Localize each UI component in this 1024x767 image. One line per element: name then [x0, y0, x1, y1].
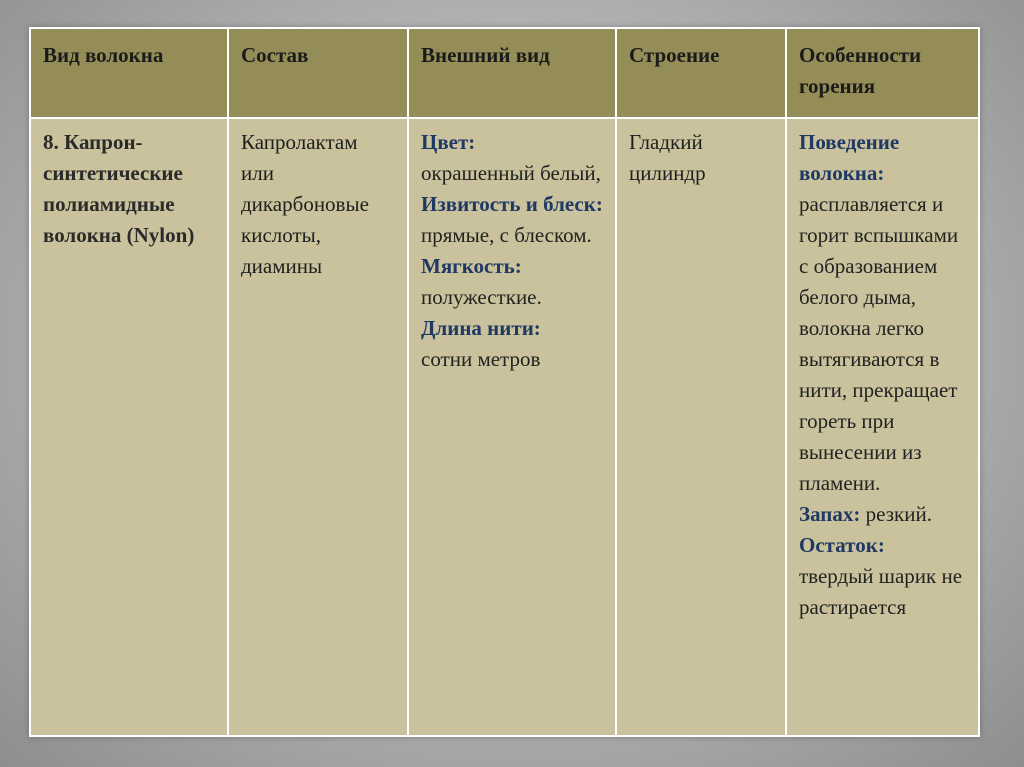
structure-text: Гладкий цилиндр [629, 130, 706, 185]
length-label: Длина нити: [421, 316, 541, 340]
composition-text: Капролактам или дикарбоновые кислоты, диамины [241, 130, 369, 278]
behavior-label: Поведение волокна: [799, 130, 900, 185]
header-burning-features: Особенности горения [786, 28, 979, 118]
smell-label: Запах: [799, 502, 861, 526]
softness-label: Мягкость: [421, 254, 522, 278]
header-appearance: Внешний вид [408, 28, 616, 118]
behavior-value: расплавляется и горит вспышками с образованием белого дыма, волокна легко вытягиваются в нити, прекращает гореть при вынесении из пламени. [799, 192, 959, 495]
cell-appearance [408, 118, 616, 736]
cell-composition [228, 118, 408, 736]
table-row [30, 118, 979, 736]
residue-label: Остаток: [799, 533, 885, 557]
header-composition: Состав [228, 28, 408, 118]
softness-value: полужесткие. [421, 285, 542, 309]
header-fiber-type: Вид волокна [30, 28, 228, 118]
smell-value: резкий. [865, 502, 932, 526]
fiber-name: 8. Капрон-синтетические полиамидные волокна (Nylon) [43, 130, 195, 247]
color-label: Цвет: [421, 130, 476, 154]
residue-value: твердый шарик не растирается [799, 564, 963, 619]
fiber-properties-table [29, 27, 980, 737]
crimp-value: прямые, с блеском. [421, 223, 592, 247]
cell-structure [616, 118, 786, 736]
crimp-label: Извитость и блеск: [421, 192, 603, 216]
cell-burning-features [786, 118, 979, 736]
header-structure: Строение [616, 28, 786, 118]
cell-fiber-type [30, 118, 228, 736]
length-value: сотни метров [421, 347, 541, 371]
color-value: окрашенный белый, [421, 161, 601, 185]
table-header-row [30, 28, 979, 118]
